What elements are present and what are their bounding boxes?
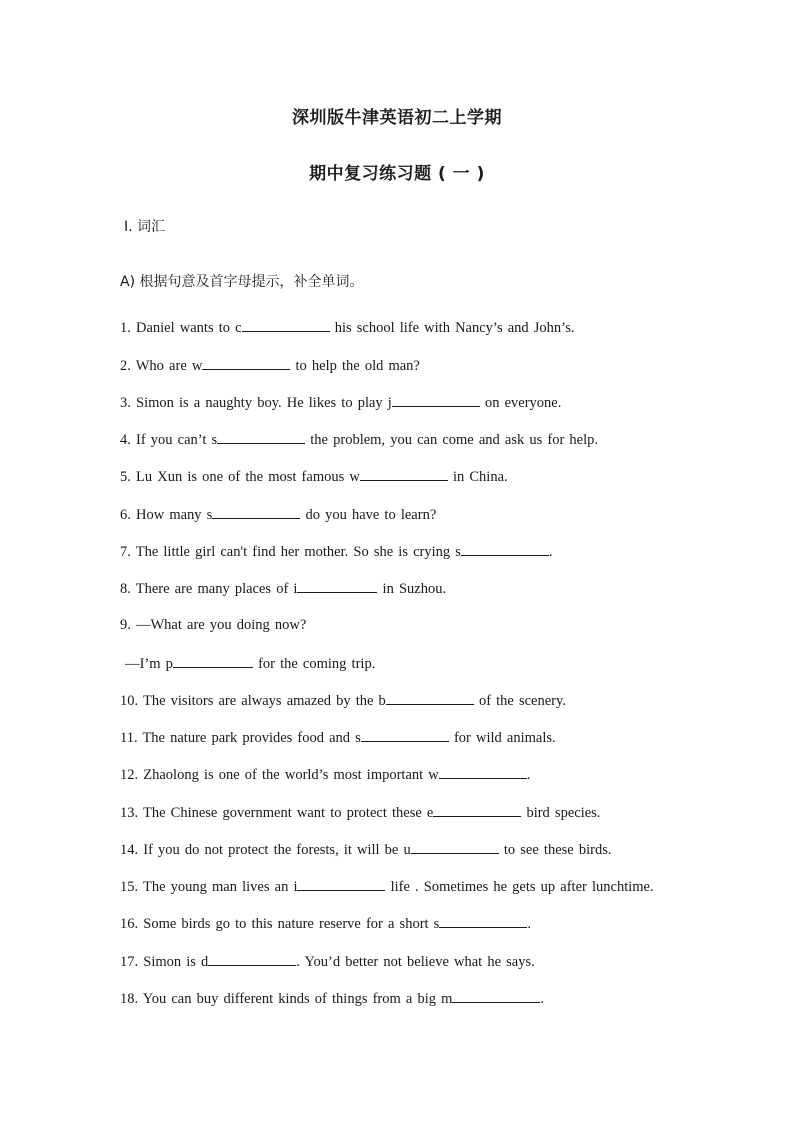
question-text-before: 18. You can buy different kinds of things from a big m: [120, 991, 453, 1007]
question-text-before: 10. The visitors are always amazed by the b: [120, 693, 386, 709]
question-text-after: .: [548, 544, 553, 560]
question-text-before: 5. Lu Xun is one of the most famous w: [120, 469, 360, 485]
answer-blank: [217, 431, 305, 444]
answer-blank: [433, 804, 521, 817]
question-item: [120, 357, 420, 375]
question-text-after: life . Sometimes he gets up after lunchtime.: [385, 879, 654, 895]
question-text-before: 9. —What are you doing now?: [120, 617, 307, 633]
question-item: [120, 394, 561, 412]
section-instruction: A) 根据句意及首字母提示，补全单词。: [120, 274, 364, 290]
question-item: [120, 431, 598, 449]
question-item: [120, 543, 553, 561]
question-text-after: to see these birds.: [498, 842, 612, 858]
answer-blank: [212, 506, 300, 519]
question-item: [120, 766, 530, 784]
question-item: [120, 655, 375, 673]
answer-blank: [439, 915, 527, 928]
question-item: [120, 617, 306, 634]
answer-blank: [439, 766, 527, 779]
answer-blank: [173, 655, 253, 668]
question-item: [120, 878, 654, 896]
question-text-before: 2. Who are w: [120, 358, 203, 374]
question-item: [120, 990, 544, 1008]
answer-blank: [297, 878, 385, 891]
question-text-after: in China.: [447, 469, 508, 485]
answer-blank: [452, 990, 540, 1003]
document-subtitle: 期中复习练习题 ( 一 ): [309, 164, 485, 184]
section-heading: Ⅰ. 词汇: [124, 219, 166, 235]
answer-blank: [297, 580, 377, 593]
question-text-before: 1. Daniel wants to c: [120, 320, 242, 336]
question-text-after: for the coming trip.: [252, 656, 376, 672]
question-item: [120, 953, 535, 971]
answer-blank: [461, 543, 549, 556]
question-text-before: 6. How many s: [120, 507, 213, 523]
question-text-after: to help the old man?: [290, 358, 420, 374]
question-text-before: 12. Zhaolong is one of the world’s most important w: [120, 767, 439, 783]
answer-blank: [386, 692, 474, 705]
answer-blank: [208, 953, 296, 966]
document-title: 深圳版牛津英语初二上学期: [292, 108, 502, 128]
answer-blank: [361, 729, 449, 742]
question-item: [120, 692, 566, 710]
question-text-before: 17. Simon is d: [120, 954, 209, 970]
question-text-after: do you have to learn?: [300, 507, 437, 523]
answer-blank: [360, 468, 448, 481]
question-text-after: his school life with Nancy’s and John’s.: [329, 320, 575, 336]
question-text-before: 4. If you can’t s: [120, 432, 218, 448]
question-text-after: on everyone.: [479, 395, 562, 411]
question-text-before: —I’m p: [120, 656, 173, 672]
question-text-after: of the scenery.: [473, 693, 566, 709]
question-item: [120, 580, 446, 598]
question-text-after: . You’d better not believe what he says.: [296, 954, 535, 970]
answer-blank: [202, 357, 290, 370]
question-item: [120, 506, 436, 524]
question-text-after: in Suzhou.: [377, 581, 447, 597]
question-text-after: .: [540, 991, 545, 1007]
question-text-after: .: [527, 916, 531, 932]
question-text-before: 7. The little girl can't find her mother. So she is crying s: [120, 544, 461, 560]
question-text-before: 14. If you do not protect the forests, it will be u: [120, 842, 411, 858]
question-text-after: bird species.: [521, 805, 601, 821]
question-text-before: 3. Simon is a naughty boy. He likes to play j: [120, 395, 392, 411]
question-text-before: 8. There are many places of i: [120, 581, 298, 597]
answer-blank: [392, 394, 480, 407]
answer-blank: [242, 319, 330, 332]
question-item: [120, 729, 556, 747]
answer-blank: [411, 841, 499, 854]
question-text-before: 11. The nature park provides food and s: [120, 730, 361, 746]
question-text-after: the problem, you can come and ask us for help.: [305, 432, 598, 448]
question-item: [120, 841, 611, 859]
question-text-before: 13. The Chinese government want to protect these e: [120, 805, 434, 821]
question-item: [120, 804, 600, 822]
question-text-after: for wild animals.: [448, 730, 556, 746]
question-item: [120, 319, 574, 337]
question-text-before: 15. The young man lives an i: [120, 879, 298, 895]
question-item: [120, 915, 531, 933]
question-item: [120, 468, 508, 486]
question-text-before: 16. Some birds go to this nature reserve for a short s: [120, 916, 440, 932]
question-text-after: .: [526, 767, 531, 783]
